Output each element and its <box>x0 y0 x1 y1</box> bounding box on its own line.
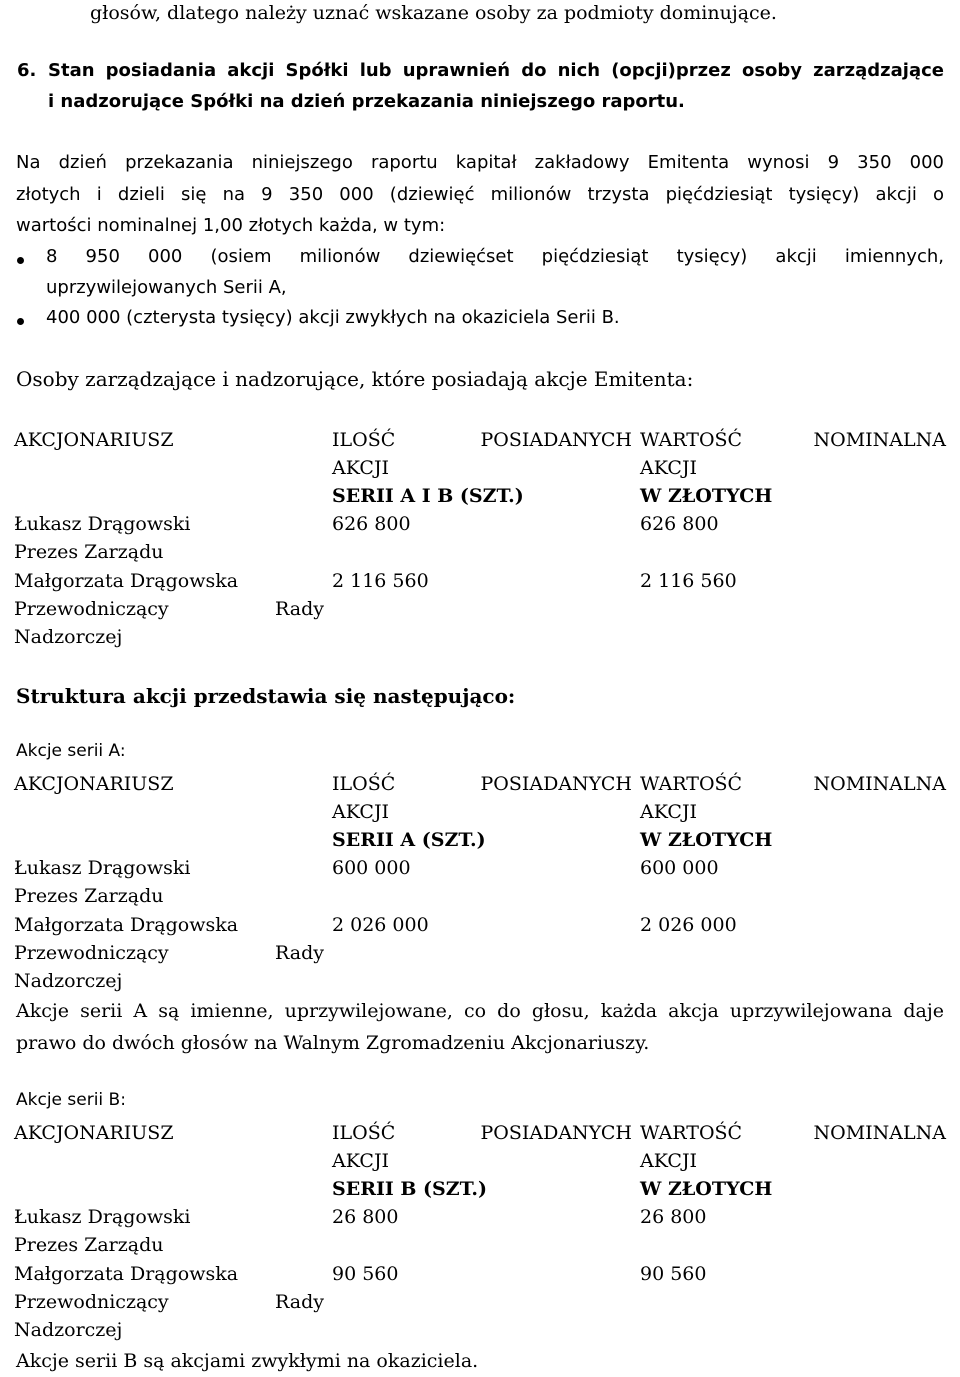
bullet-1-line2: uprzywilejowanych Serii A, <box>46 277 287 298</box>
header-ilosc <box>332 770 640 854</box>
qty-cell: 2 026 000 <box>332 914 429 936</box>
table-header-row <box>14 426 946 510</box>
header-ilosc-w2: POSIADANYCH <box>480 773 632 795</box>
intro-line: głosów, dlatego należy uznać wskazane osoby za podmioty dominujące. <box>90 2 777 24</box>
holdings-table-series-b <box>14 1119 946 1344</box>
header-ilosc <box>332 426 640 510</box>
value-cell: 90 560 <box>640 1263 707 1285</box>
shareholder-role: Przewodniczący <box>14 598 169 620</box>
section-heading-line1: Stan posiadania akcji Spółki lub uprawnień do nich (opcji)przez osoby zarządzające <box>48 60 944 81</box>
qty-cell: 2 116 560 <box>332 570 429 592</box>
header-akcjonariusz: AKCJONARIUSZ <box>14 1122 174 1144</box>
osoby-heading: Osoby zarządzające i nadzorujące, które posiadają akcje Emitenta: <box>16 367 694 391</box>
holdings-table-total <box>14 426 946 651</box>
header-ilosc <box>332 1119 640 1203</box>
qty-cell: 600 000 <box>332 857 411 879</box>
seria-a-note-line1: Akcje serii A są imienne, uprzywilejowane, co do głosu, każda akcja uprzywilejowana daje <box>16 1000 944 1022</box>
header-wartosc-w1: WARTOŚĆ <box>640 1122 743 1144</box>
header-serii: SERII B (SZT.) <box>332 1178 487 1200</box>
table-row <box>14 1260 946 1344</box>
section-heading-line2: i nadzorujące Spółki na dzień przekazania niniejszego raportu. <box>48 91 685 112</box>
header-akcji: AKCJI <box>332 1150 390 1172</box>
shareholder-role: Prezes Zarządu <box>14 1234 164 1256</box>
header-w-zlotych: W ZŁOTYCH <box>640 1178 773 1200</box>
header-ilosc-w2: POSIADANYCH <box>480 429 632 451</box>
qty-cell: 26 800 <box>332 1206 399 1228</box>
value-cell: 626 800 <box>640 513 719 535</box>
header-wartosc <box>640 770 946 854</box>
qty-cell: 90 560 <box>332 1263 399 1285</box>
bullet-1-line1: 8 950 000 (osiem milionów dziewięćset pięćdziesiąt tysięcy) akcji imiennych, <box>46 246 944 267</box>
table-row <box>14 1203 946 1260</box>
header-akcji: AKCJI <box>332 801 390 823</box>
shareholder-role: Prezes Zarządu <box>14 541 164 563</box>
value-cell: 26 800 <box>640 1206 707 1228</box>
header-ilosc-w2: POSIADANYCH <box>480 1122 632 1144</box>
bullet-1 <box>46 246 944 267</box>
value-cell: 600 000 <box>640 857 719 879</box>
shareholder-name: Łukasz Drągowski <box>14 857 191 879</box>
qty-cell: 626 800 <box>332 513 411 535</box>
header-wartosc-w1: WARTOŚĆ <box>640 773 743 795</box>
header-wartosc-w1: WARTOŚĆ <box>640 429 743 451</box>
table-row <box>14 911 946 995</box>
header-akcji: AKCJI <box>640 1150 698 1172</box>
header-ilosc-w1: ILOŚĆ <box>332 773 396 795</box>
shareholder-role-b: Rady <box>275 942 324 964</box>
header-ilosc-w1: ILOŚĆ <box>332 429 396 451</box>
paragraph-line1: Na dzień przekazania niniejszego raportu kapitał zakładowy Emitenta wynosi 9 350 000 <box>16 152 944 173</box>
bullet-dot <box>17 318 24 325</box>
header-wartosc <box>640 1119 946 1203</box>
header-w-zlotych: W ZŁOTYCH <box>640 829 773 851</box>
seria-a-note-line2: prawo do dwóch głosów na Walnym Zgromadzeniu Akcjonariuszy. <box>16 1032 650 1054</box>
bullet-dot <box>17 257 24 264</box>
shareholder-role-b: Rady <box>275 1291 324 1313</box>
struktura-heading: Struktura akcji przedstawia się następująco: <box>16 684 516 708</box>
header-akcji: AKCJI <box>640 457 698 479</box>
bullet-2: 400 000 (czterysta tysięcy) akcji zwykłych na okaziciela Serii B. <box>46 307 620 328</box>
shareholder-name: Małgorzata Drągowska <box>14 570 239 592</box>
paragraph <box>16 152 944 173</box>
header-serii: SERII A (SZT.) <box>332 829 486 851</box>
table-row <box>14 567 946 651</box>
shareholder-name: Małgorzata Drągowska <box>14 1263 239 1285</box>
header-akcjonariusz: AKCJONARIUSZ <box>14 429 174 451</box>
table-header-row <box>14 770 946 854</box>
header-wartosc <box>640 426 946 510</box>
section-heading <box>48 60 944 81</box>
value-cell: 2 026 000 <box>640 914 737 936</box>
seria-b-label: Akcje serii B: <box>16 1090 126 1110</box>
table-row <box>14 854 946 911</box>
seria-a-label: Akcje serii A: <box>16 741 126 761</box>
paragraph-line2-wrap <box>16 184 944 205</box>
shareholder-role: Prezes Zarządu <box>14 885 164 907</box>
paragraph-line3: wartości nominalnej 1,00 złotych każda, w tym: <box>16 215 446 236</box>
header-ilosc-w1: ILOŚĆ <box>332 1122 396 1144</box>
holdings-table-series-a <box>14 770 946 995</box>
header-akcji: AKCJI <box>640 801 698 823</box>
header-serii: SERII A I B (SZT.) <box>332 485 524 507</box>
header-wartosc-w2: NOMINALNA <box>813 429 946 451</box>
header-wartosc-w2: NOMINALNA <box>813 1122 946 1144</box>
header-akcji: AKCJI <box>332 457 390 479</box>
table-header-row <box>14 1119 946 1203</box>
table-row <box>14 510 946 567</box>
shareholder-role-c: Nadzorczej <box>14 1319 123 1341</box>
value-cell: 2 116 560 <box>640 570 737 592</box>
header-wartosc-w2: NOMINALNA <box>813 773 946 795</box>
shareholder-name: Łukasz Drągowski <box>14 1206 191 1228</box>
header-w-zlotych: W ZŁOTYCH <box>640 485 773 507</box>
shareholder-name: Małgorzata Drągowska <box>14 914 239 936</box>
shareholder-role-b: Rady <box>275 598 324 620</box>
seria-b-note: Akcje serii B są akcjami zwykłymi na okaziciela. <box>16 1350 479 1372</box>
shareholder-role: Przewodniczący <box>14 942 169 964</box>
header-akcjonariusz: AKCJONARIUSZ <box>14 773 174 795</box>
section-number: 6. <box>17 60 37 81</box>
paragraph-line2: złotych i dzieli się na 9 350 000 (dziewięć milionów trzysta pięćdziesiąt tysięcy) akcji o <box>16 184 944 205</box>
shareholder-name: Łukasz Drągowski <box>14 513 191 535</box>
shareholder-role-c: Nadzorczej <box>14 626 123 648</box>
shareholder-role-c: Nadzorczej <box>14 970 123 992</box>
seria-a-note <box>16 1000 944 1022</box>
shareholder-role: Przewodniczący <box>14 1291 169 1313</box>
